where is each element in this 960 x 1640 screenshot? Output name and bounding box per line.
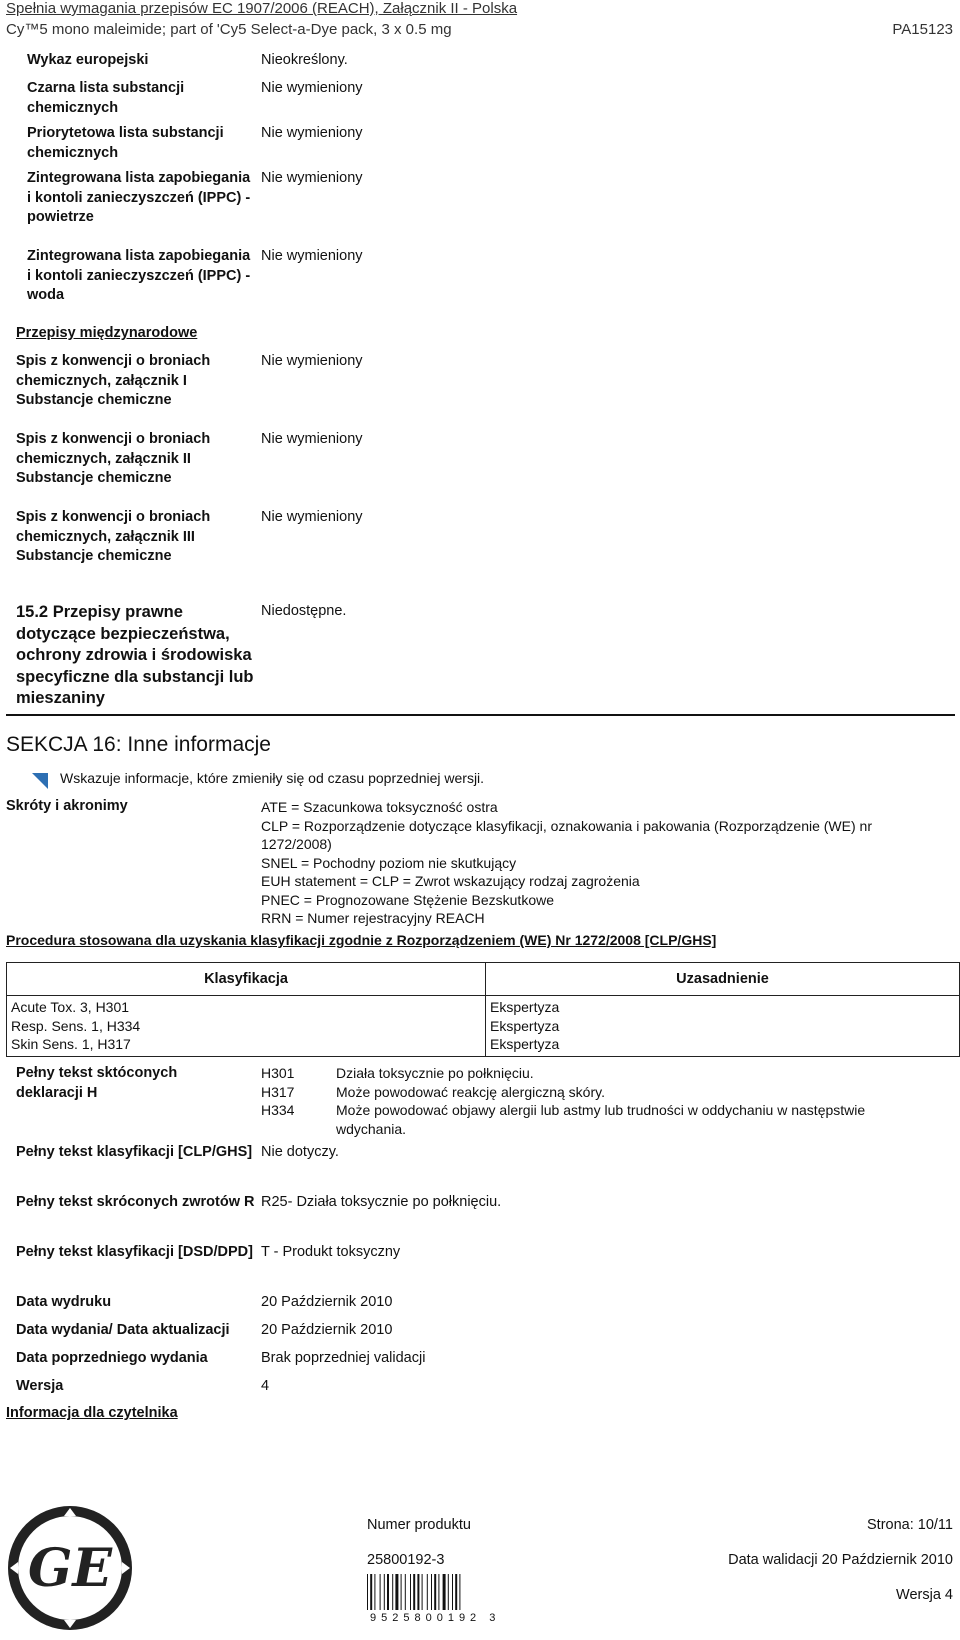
- abbrev-list: [261, 798, 901, 928]
- justification-item: Ekspertyza: [490, 999, 560, 1015]
- procedure-heading: Procedura stosowana dla uzyskania klasyfikacji zgodnie z Rozporządzeniem (WE) Nr 1272/2008 [CLP/GHS]: [6, 932, 717, 948]
- abbrev-item: SNEL = Pochodny poziom nie skutkujący: [261, 854, 517, 871]
- version-value: 4: [261, 1378, 270, 1394]
- classification-item: Resp. Sens. 1, H334: [11, 1017, 141, 1034]
- footer-validation-date: Data walidacji 20 Październik 2010: [728, 1552, 953, 1568]
- barcode-number: 9525800192 3: [370, 1612, 501, 1624]
- international-heading: Przepisy międzynarodowe: [16, 325, 198, 341]
- barcode-bar: [387, 1574, 389, 1610]
- barcode-bar: [434, 1574, 436, 1610]
- abbrev-label: Skróty i akronimy: [6, 798, 128, 814]
- header-product-code: PA15123: [892, 21, 953, 38]
- barcode-bar: [410, 1574, 411, 1610]
- abbrev-item: CLP = Rozporządzenie dotyczące klasyfikacji, oznakowania i pakowania (Rozporządzenie (WE) nr 1272/2008): [261, 817, 872, 852]
- h-code-list: [261, 1064, 294, 1120]
- abbrev-item: PNEC = Prognozowane Stężenie Bezskutkowe: [261, 891, 554, 908]
- barcode-bar: [427, 1574, 428, 1610]
- classification-header: Klasyfikacja: [7, 963, 486, 996]
- abbrev-item: RRN = Numer rejestracyjny REACH: [261, 910, 485, 926]
- barcode-bar: [405, 1574, 406, 1610]
- previous-issue-label: Data poprzedniego wydania: [16, 1350, 208, 1366]
- issue-date-value: 20 Październik 2010: [261, 1322, 393, 1338]
- h-code: H334: [261, 1102, 295, 1118]
- barcode-bar: [422, 1574, 423, 1610]
- barcode-bar: [380, 1574, 381, 1610]
- changed-flag-icon: [32, 773, 48, 789]
- priority-list-label: Priorytetowa lista substancji chemicznych: [27, 125, 224, 161]
- barcode-bar: [374, 1574, 375, 1610]
- barcode-bar: [443, 1574, 446, 1610]
- print-date-label: Data wydruku: [16, 1294, 112, 1310]
- r-phrases-label: Pełny tekst skróconych zwrotów R: [16, 1194, 255, 1210]
- justification-item: Ekspertyza: [490, 1036, 560, 1052]
- dsd-value: T - Produkt toksyczny: [261, 1244, 401, 1260]
- cwc-annex2-value: Nie wymieniony: [261, 431, 363, 447]
- barcode-bar: [431, 1574, 432, 1610]
- previous-issue-value: Brak poprzedniej validacji: [261, 1350, 426, 1366]
- r-phrases-value: R25- Działa toksycznie po połknięciu.: [261, 1194, 502, 1210]
- footer-product-label: Numer produktu: [367, 1517, 471, 1533]
- eu-list-label: Wykaz europejski: [27, 52, 149, 68]
- h-statements-label: Pełny tekst sktóconych deklaracji H: [16, 1065, 178, 1101]
- barcode-bar: [392, 1574, 393, 1610]
- barcode-bar: [395, 1574, 398, 1610]
- cwc-annex3-value: Nie wymieniony: [261, 509, 363, 525]
- h-text: Może powodować objawy alergii lub astmy lub trudności w oddychaniu w następstwie wdychania.: [336, 1102, 866, 1137]
- eu-list-value: Nieokreślony.: [261, 52, 348, 68]
- priority-list-value: Nie wymieniony: [261, 125, 363, 141]
- header-regulation-line: Spełnia wymagania przepisów EC 1907/2006 (REACH), Załącznik II - Polska: [6, 0, 518, 17]
- barcode-bar: [367, 1574, 368, 1610]
- barcode-bar: [417, 1574, 419, 1610]
- print-date-value: 20 Październik 2010: [261, 1294, 393, 1310]
- barcode-icon: [367, 1574, 507, 1610]
- footer-page-number: Strona: 10/11: [867, 1517, 953, 1533]
- cwc-annex3-label: Spis z konwencji o broniach chemicznych, załącznik III Substancje chemiczne: [16, 509, 211, 564]
- version-label: Wersja: [16, 1378, 64, 1394]
- section-16-title: SEKCJA 16: Inne informacje: [6, 733, 271, 756]
- changed-flag-note: Wskazuje informacje, które zmieniły się od czasu poprzedniej wersji.: [60, 770, 485, 786]
- barcode-bar: [370, 1574, 372, 1610]
- barcode-bar: [438, 1574, 439, 1610]
- h-code: H317: [261, 1083, 295, 1100]
- footer-version: Wersja 4: [896, 1587, 953, 1603]
- section-divider: [6, 714, 955, 716]
- black-list-label: Czarna lista substancji chemicznych: [27, 80, 185, 116]
- cwc-annex1-value: Nie wymieniony: [261, 353, 363, 369]
- h-text-list: [336, 1064, 916, 1138]
- h-text: Może powodować reakcję alergiczną skóry.: [336, 1083, 605, 1100]
- justification-item: Ekspertyza: [490, 1017, 560, 1034]
- barcode-bar: [452, 1574, 453, 1610]
- ippc-air-label: Zintegrowana lista zapobiegania i kontoli zanieczyszczeń (IPPC) - powietrze: [27, 170, 251, 225]
- section-15-2-value: Niedostępne.: [261, 603, 347, 619]
- cwc-annex1-label: Spis z konwencji o broniach chemicznych, załącznik I Substancje chemiczne: [16, 353, 211, 408]
- ge-logo-text: GE: [27, 1538, 113, 1599]
- barcode-bar: [448, 1574, 449, 1610]
- ippc-air-value: Nie wymieniony: [261, 170, 363, 186]
- barcode-bar: [384, 1574, 385, 1610]
- header-product-name: Cy™5 mono maleimide; part of 'Cy5 Select-a-Dye pack, 3 x 0.5 mg: [6, 21, 452, 38]
- footer-product-number: 25800192-3: [367, 1552, 445, 1568]
- issue-date-label: Data wydania/ Data aktualizacji: [16, 1322, 230, 1338]
- ge-logo-icon: [6, 1504, 134, 1632]
- barcode-bar: [401, 1574, 402, 1610]
- barcode-bar: [455, 1574, 457, 1610]
- classification-cell: [7, 996, 486, 1057]
- ippc-water-value: Nie wymieniony: [261, 248, 363, 264]
- classification-table: [6, 962, 960, 1057]
- barcode-bar: [459, 1574, 460, 1610]
- abbrev-item: ATE = Szacunkowa toksyczność ostra: [261, 799, 498, 815]
- h-code: H301: [261, 1065, 295, 1081]
- justification-cell: [486, 996, 960, 1057]
- section-15-2-heading: 15.2 Przepisy prawne dotyczące bezpieczeństwa, ochrony zdrowia i środowiska specyficzne dla substancji lub mieszaniny: [16, 603, 254, 707]
- clp-full-text-value: Nie dotyczy.: [261, 1144, 339, 1160]
- classification-item: Skin Sens. 1, H317: [11, 1036, 131, 1052]
- abbrev-item: EUH statement = CLP = Zwrot wskazujący rodzaj zagrożenia: [261, 873, 640, 889]
- classification-item: Acute Tox. 3, H301: [11, 999, 130, 1015]
- barcode-bar: [413, 1574, 415, 1610]
- clp-full-text-label: Pełny tekst klasyfikacji [CLP/GHS]: [16, 1144, 253, 1160]
- justification-header: Uzasadnienie: [486, 963, 960, 996]
- dsd-label: Pełny tekst klasyfikacji [DSD/DPD]: [16, 1244, 253, 1260]
- reader-info-heading: Informacja dla czytelnika: [6, 1405, 178, 1421]
- h-text: Działa toksycznie po połknięciu.: [336, 1065, 534, 1081]
- black-list-value: Nie wymieniony: [261, 80, 363, 96]
- ippc-water-label: Zintegrowana lista zapobiegania i kontoli zanieczyszczeń (IPPC) - woda: [27, 248, 251, 303]
- cwc-annex2-label: Spis z konwencji o broniach chemicznych, załącznik II Substancje chemiczne: [16, 431, 211, 486]
